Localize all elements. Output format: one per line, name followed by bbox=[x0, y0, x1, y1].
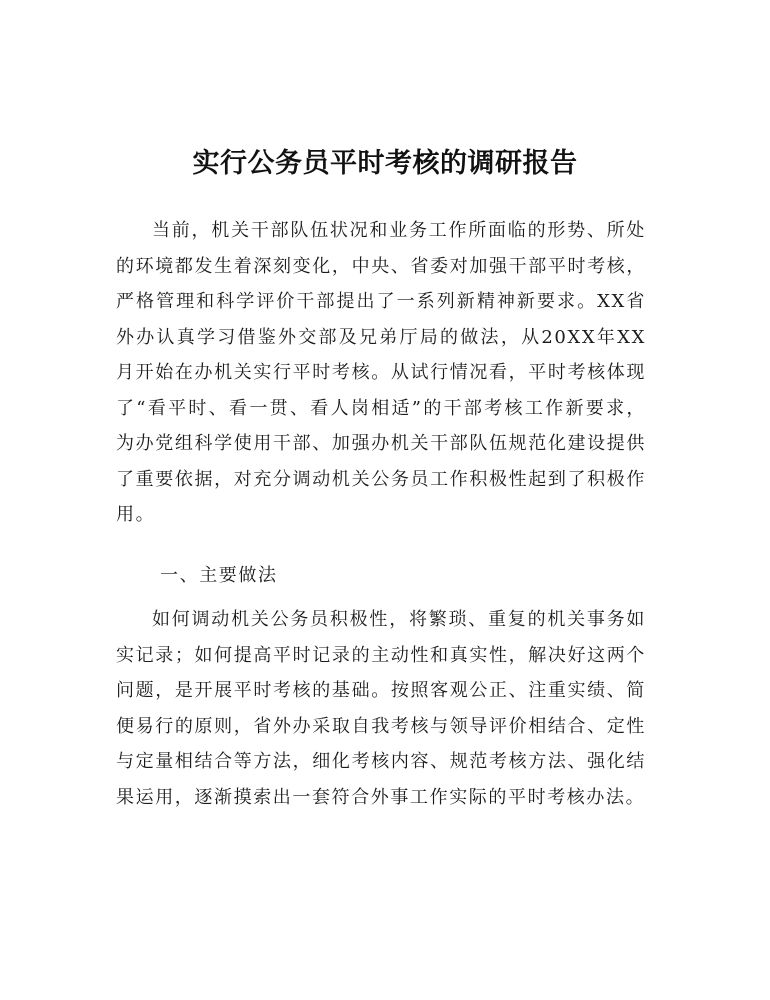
intro-paragraph: 当前，机关干部队伍状况和业务工作所面临的形势、所处的环境都发生着深刻变化，中央、省委对加强干部平时考核，严格管理和科学评价干部提出了一系列新精神新要求。XX省外办认真学习借鉴外交部及兄弟厅局的做法，从20XX年XX月开始在办机关实行平时考核。从试行情况看，平时考核体现了“看平时、看一贯、看人岗相适”的干部考核工作新要求，为办党组科学使用干部、加强办机关干部队伍规范化建设提供了重要依据，对充分调动机关公务员工作积极性起到了积极作用。 bbox=[116, 220, 646, 525]
section-paragraph: 如何调动机关公务员积极性，将繁琐、重复的机关事务如实记录；如何提高平时记录的主动性和真实性，解决好这两个问题，是开展平时考核的基础。按照客观公正、注重实绩、简便易行的原则，省外办采取自我考核与领导评价相结合、定性与定量相结合等方法，细化考核内容、规范考核方法、强化结果运用，逐渐摸索出一套符合外事工作实际的平时考核办法。 bbox=[116, 609, 646, 808]
document-title: 实行公务员平时考核的调研报告 bbox=[192, 148, 578, 180]
section-heading: 一、主要做法 bbox=[160, 565, 278, 586]
